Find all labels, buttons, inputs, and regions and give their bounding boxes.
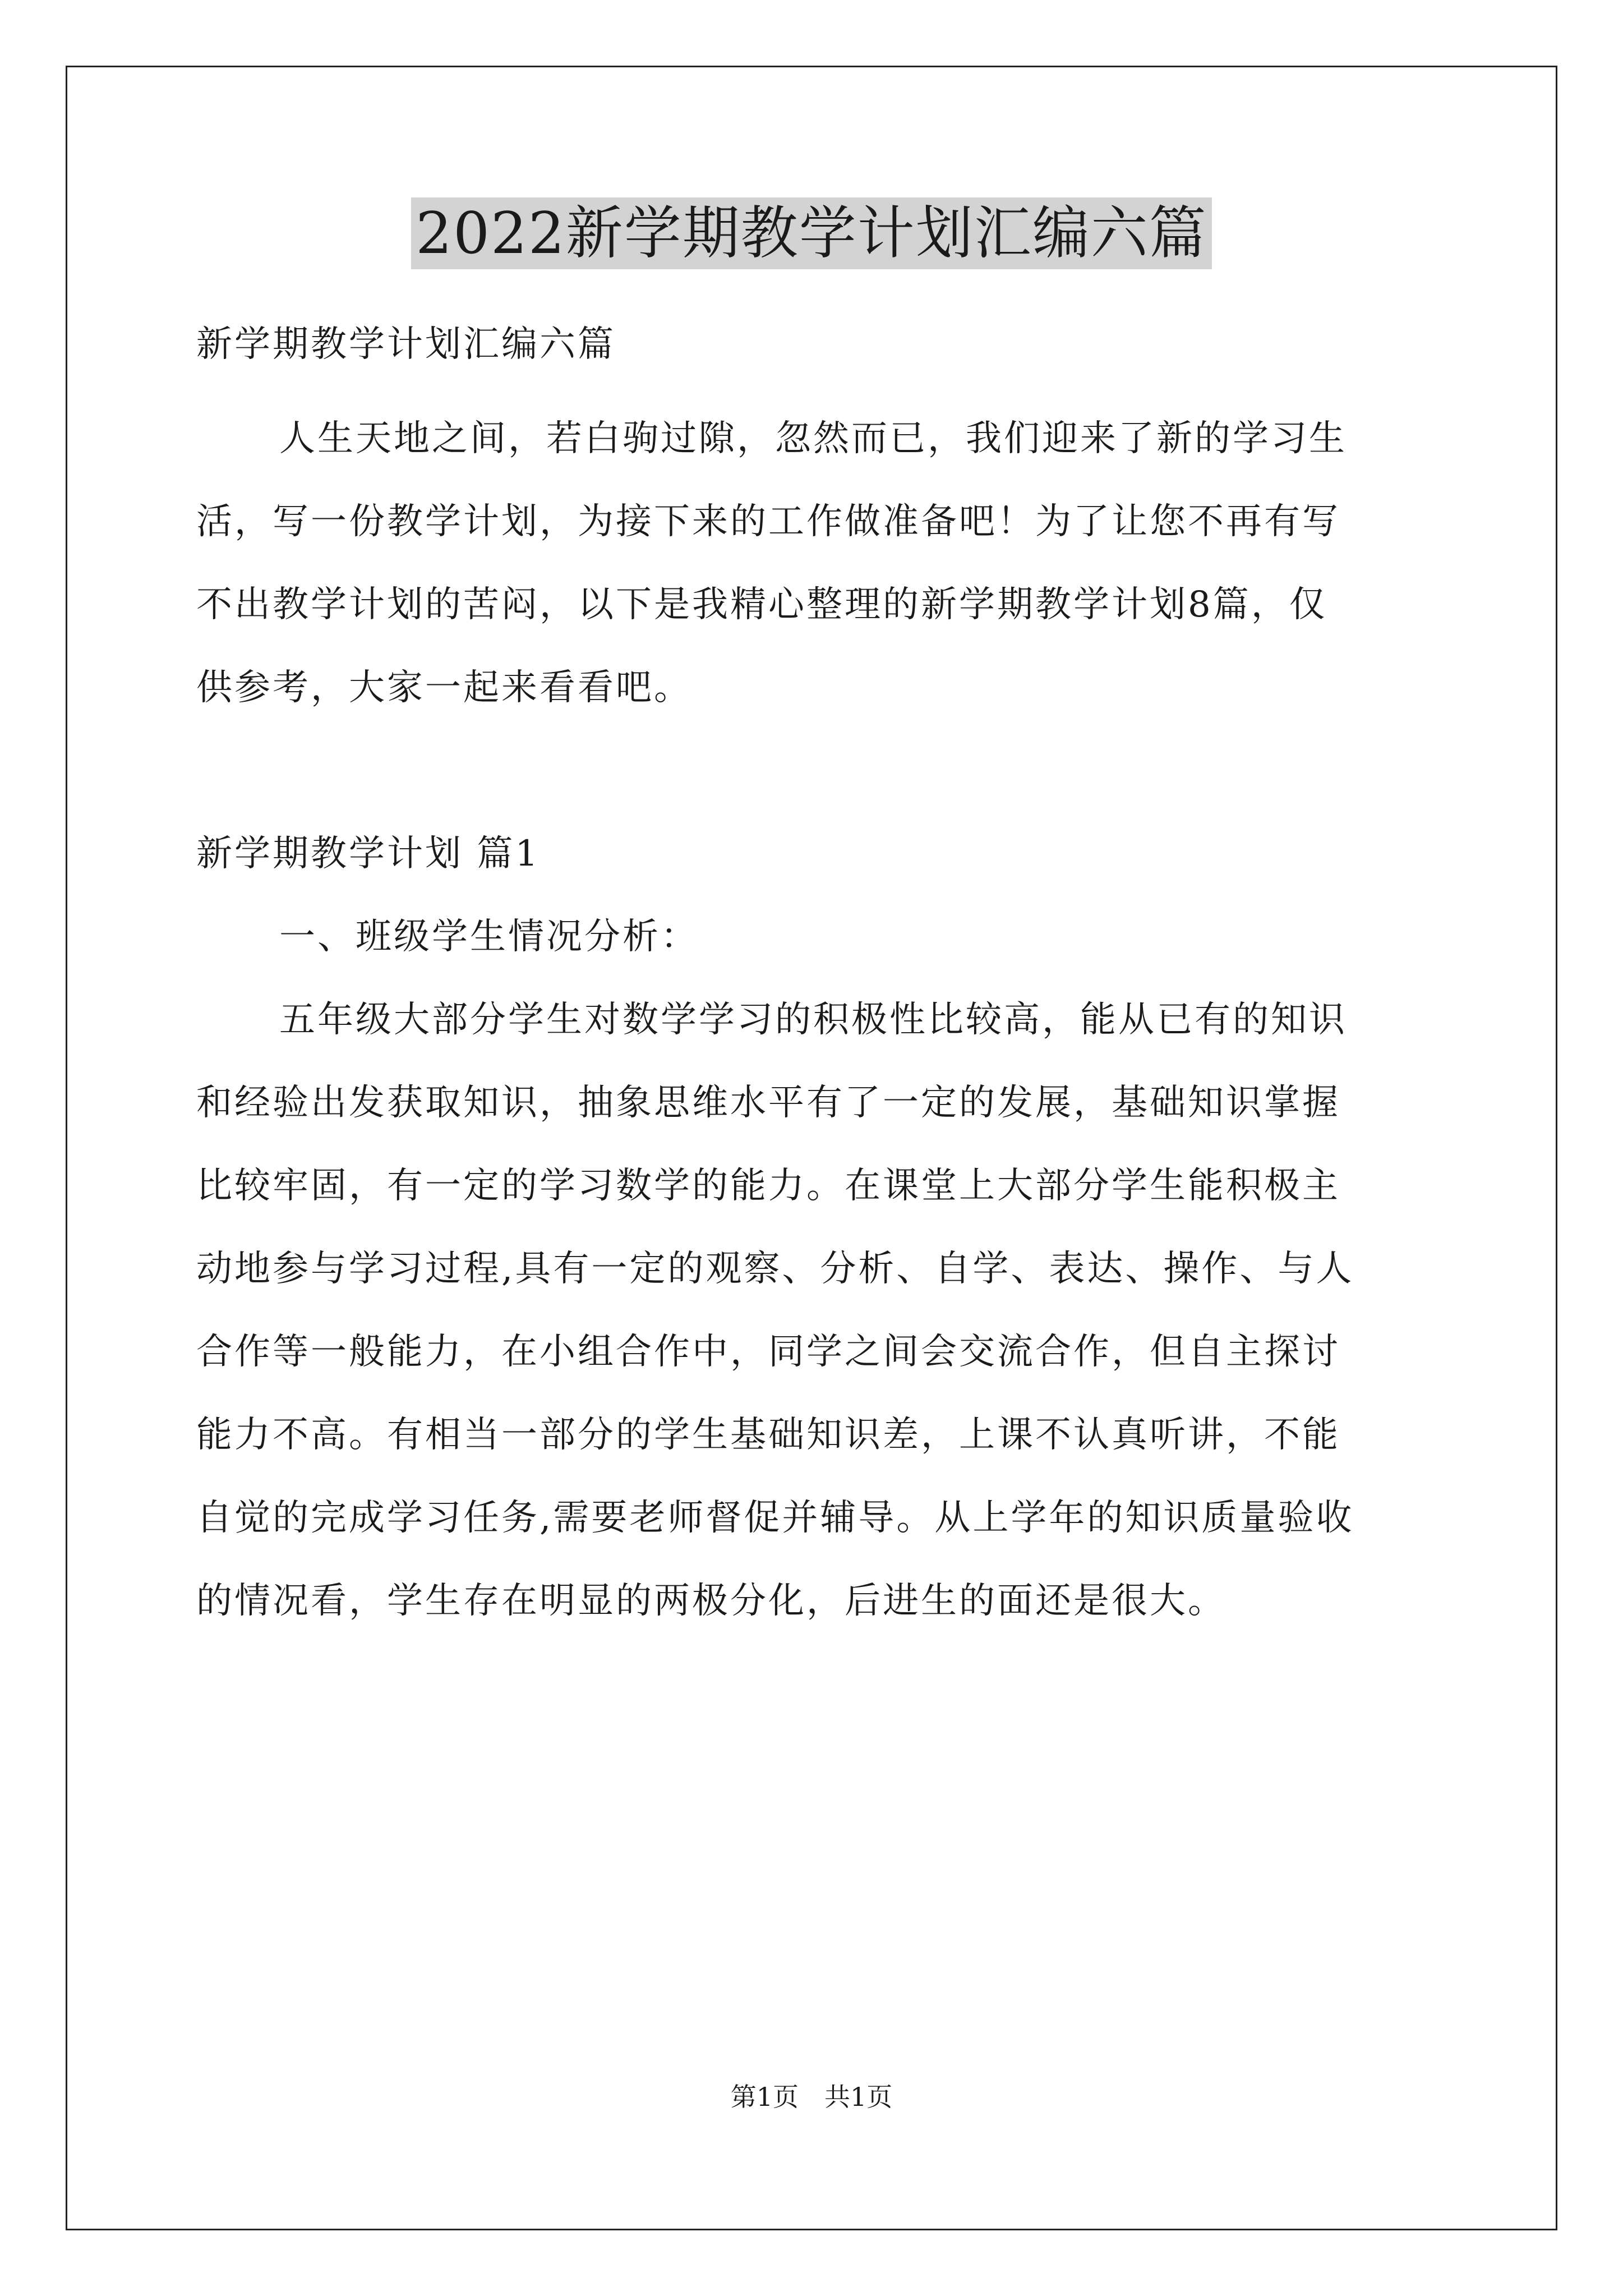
document-body (196, 303, 1433, 1642)
body-paragraph-line: 能力不高。有相当一部分的学生基础知识差，上课不认真听讲，不能 (196, 1414, 1340, 1456)
intro-paragraph-line: 不出教学计划的苦闷，以下是我精心整理的新学期教学计划8篇，仅 (196, 584, 1327, 625)
body-paragraph-line: 和经验出发获取知识，抽象思维水平有了一定的发展，基础知识掌握 (196, 1082, 1340, 1124)
body-paragraph-line: 合作等一般能力，在小组合作中，同学之间会交流合作，但自主探讨 (196, 1331, 1340, 1373)
intro-paragraph-line: 人生天地之间，若白驹过隙，忽然而已，我们迎来了新的学习生 (279, 418, 1347, 459)
body-paragraph-line: 五年级大部分学生对数学学习的积极性比较高，能从已有的知识 (279, 999, 1347, 1041)
intro-paragraph-line: 供参考，大家一起来看看吧。 (196, 667, 692, 708)
body-paragraph-line: 动地参与学习过程,具有一定的观察、分析、自学、表达、操作、与人 (196, 1248, 1354, 1290)
intro-paragraph-line: 活，写一份教学计划，为接下来的工作做准备吧！为了让您不再有写 (196, 501, 1340, 542)
page-footer (0, 2084, 1623, 2110)
document-title-text: 2022新学期教学计划汇编六篇 (411, 197, 1212, 269)
body-paragraph-line: 自觉的完成学习任务,需要老师督促并辅导。从上学年的知识质量验收 (196, 1497, 1354, 1539)
total-pages: 共1页 (824, 2082, 893, 2112)
section-heading: 新学期教学计划 篇1 (196, 833, 541, 875)
document-title (0, 197, 1623, 269)
current-page-number: 第1页 (730, 2082, 799, 2112)
body-paragraph-line: 比较牢固，有一定的学习数学的能力。在课堂上大部分学生能积极主 (196, 1165, 1340, 1207)
subsection-heading: 一、班级学生情况分析： (279, 916, 699, 958)
subtitle-line: 新学期教学计划汇编六篇 (196, 324, 616, 365)
body-paragraph-line: 的情况看，学生存在明显的两极分化，后进生的面还是很大。 (196, 1580, 1226, 1622)
